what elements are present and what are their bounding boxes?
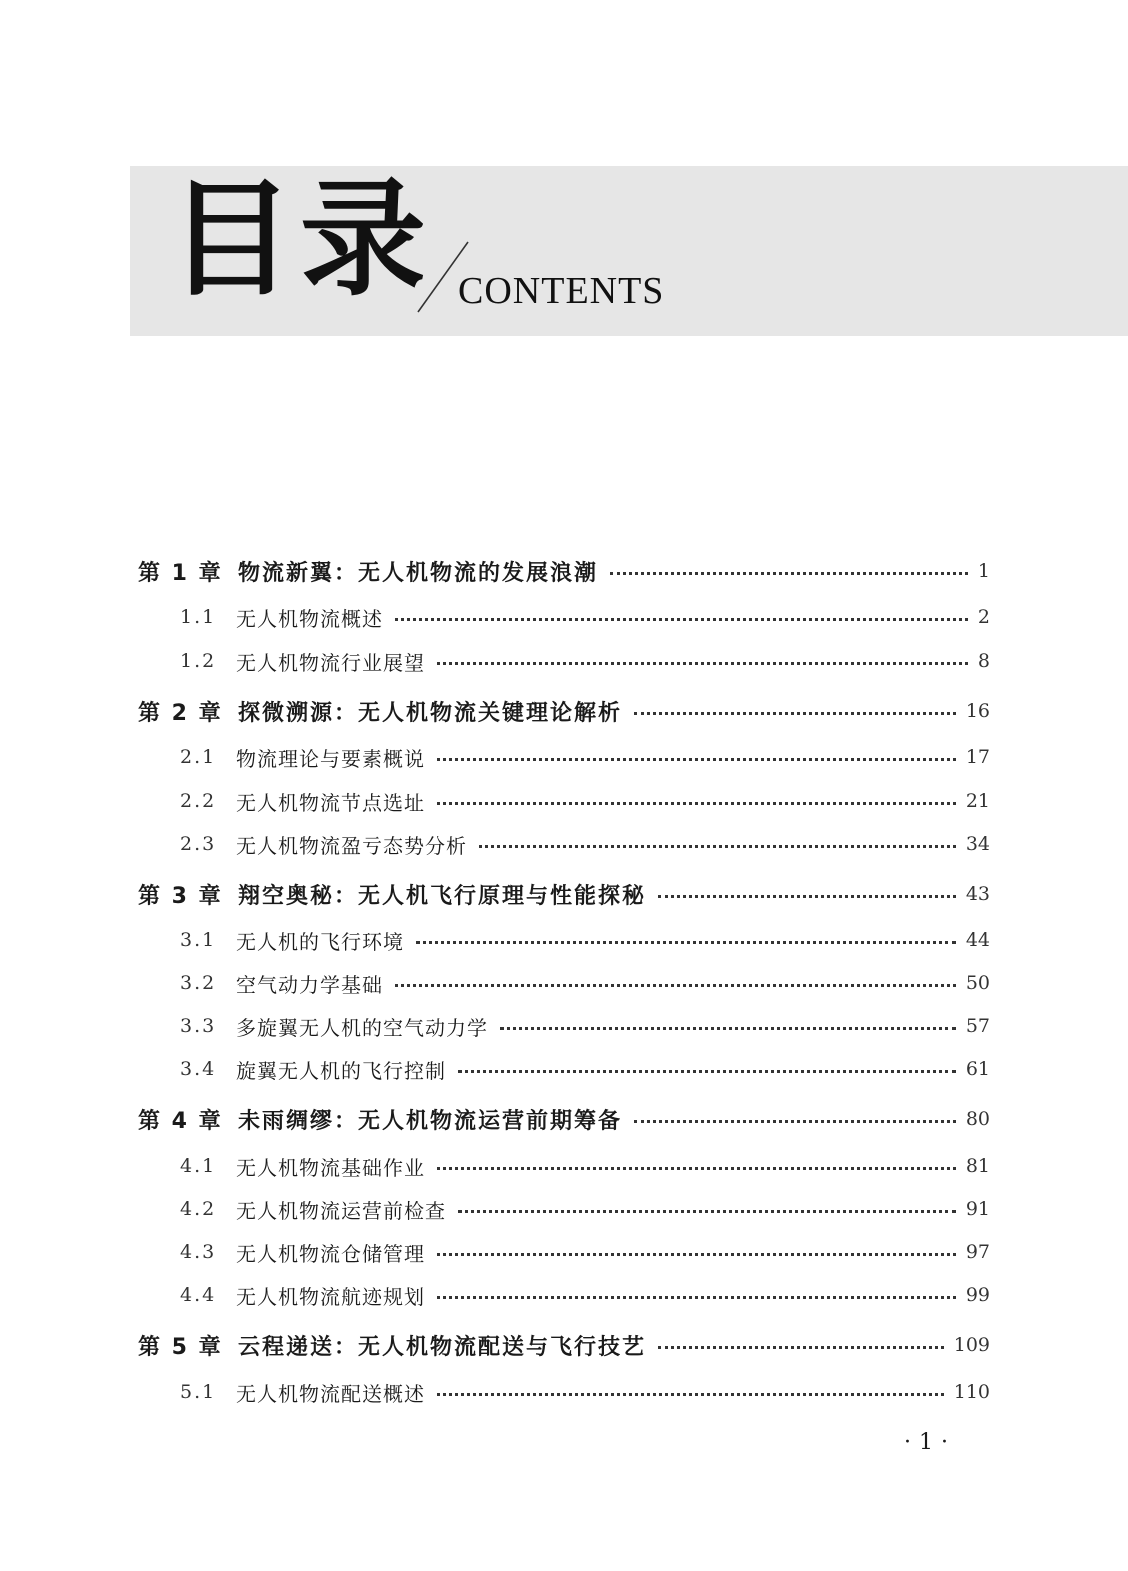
toc-entry-number: 4.1	[180, 1155, 217, 1177]
toc-leader-dots	[437, 1167, 956, 1170]
toc-entry-title: 空气动力学基础	[236, 972, 383, 997]
toc-entry-title: 无人机物流节点选址	[236, 790, 425, 815]
toc-section-row[interactable]	[0, 744, 1128, 770]
toc-page-number: 21	[965, 790, 990, 812]
toc-entry-title: 云程递送：无人机物流配送与飞行技艺	[238, 1334, 647, 1360]
toc-entry-title: 无人机物流航迹规划	[236, 1284, 425, 1309]
toc-page-number: 110	[953, 1381, 990, 1403]
toc-entry-number: 1.1	[180, 606, 217, 628]
toc-entry-title: 多旋翼无人机的空气动力学	[236, 1015, 488, 1040]
toc-entry-number: 2.3	[180, 833, 217, 855]
toc-chapter-row[interactable]	[0, 1106, 1128, 1132]
toc-entry-number: 3.2	[180, 972, 217, 994]
toc-entry-number: 2.2	[180, 790, 217, 812]
toc-entry-title: 物流新翼：无人机物流的发展浪潮	[238, 560, 599, 586]
toc-page-number: 50	[965, 972, 990, 994]
toc-entry-number: 4.3	[180, 1241, 217, 1263]
toc-section-row[interactable]	[0, 648, 1128, 674]
toc-page-number: 91	[965, 1198, 990, 1220]
toc-leader-dots	[416, 941, 956, 944]
toc-page-number: 109	[953, 1334, 990, 1356]
toc-section-row[interactable]	[0, 831, 1128, 857]
toc-page-number: 44	[965, 929, 990, 951]
toc-entry-number: 5.1	[180, 1381, 217, 1403]
toc-entry-title: 翔空奥秘：无人机飞行原理与性能探秘	[238, 883, 647, 909]
toc-entry-title: 无人机物流配送概述	[236, 1381, 425, 1406]
toc-leader-dots	[437, 802, 956, 805]
toc-leader-dots	[458, 1070, 956, 1073]
toc-entry-title: 未雨绸缪：无人机物流运营前期筹备	[238, 1108, 623, 1134]
toc-section-row[interactable]	[0, 1153, 1128, 1179]
toc-chapter-row[interactable]	[0, 881, 1128, 907]
toc-entry-title: 无人机物流行业展望	[236, 650, 425, 675]
toc-entry-number: 3.3	[180, 1015, 217, 1037]
toc-entry-number: 第 5 章	[138, 1334, 223, 1360]
toc-section-row[interactable]	[0, 927, 1128, 953]
toc-entry-number: 4.2	[180, 1198, 217, 1220]
toc-section-row[interactable]	[0, 1282, 1128, 1308]
toc-page-number: 99	[965, 1284, 990, 1306]
toc-entry-number: 1.2	[180, 650, 217, 672]
toc-entry-number: 3.1	[180, 929, 217, 951]
toc-entry-number: 3.4	[180, 1058, 217, 1080]
page-subtitle: CONTENTS	[458, 270, 665, 312]
toc-page-number: 61	[965, 1058, 990, 1080]
toc-page-number: 1	[977, 560, 990, 582]
toc-page-number: 8	[977, 650, 990, 672]
toc-page-number: 80	[965, 1108, 990, 1130]
toc-page-number: 2	[977, 606, 990, 628]
toc-section-row[interactable]	[0, 970, 1128, 996]
page-title: 目录	[168, 165, 432, 313]
page-number: ·1·	[904, 1430, 956, 1455]
toc-entry-title: 无人机物流运营前检查	[236, 1198, 446, 1223]
toc-section-row[interactable]	[0, 604, 1128, 630]
toc-entry-number: 2.1	[180, 746, 217, 768]
toc-entry-number: 第 4 章	[138, 1108, 223, 1134]
toc-entry-number: 第 3 章	[138, 883, 223, 909]
toc-leader-dots	[437, 1296, 956, 1299]
toc-leader-dots	[437, 1393, 944, 1396]
toc-section-row[interactable]	[0, 1239, 1128, 1265]
toc-leader-dots	[658, 895, 956, 898]
toc-leader-dots	[458, 1210, 956, 1213]
toc-entry-title: 无人机物流仓储管理	[236, 1241, 425, 1266]
toc-leader-dots	[500, 1027, 956, 1030]
toc-entry-title: 无人机物流盈亏态势分析	[236, 833, 467, 858]
toc-entry-title: 无人机物流基础作业	[236, 1155, 425, 1180]
toc-leader-dots	[634, 1120, 956, 1123]
toc-leader-dots	[479, 845, 956, 848]
toc-entry-number: 4.4	[180, 1284, 217, 1306]
toc-leader-dots	[634, 712, 956, 715]
toc-chapter-row[interactable]	[0, 1332, 1128, 1358]
toc-section-row[interactable]	[0, 1196, 1128, 1222]
toc-page-number: 43	[965, 883, 990, 905]
toc-page-number: 97	[965, 1241, 990, 1263]
toc-leader-dots	[437, 662, 968, 665]
toc-chapter-row[interactable]	[0, 698, 1128, 724]
toc-section-row[interactable]	[0, 788, 1128, 814]
toc-leader-dots	[658, 1346, 944, 1349]
toc-page-number: 57	[965, 1015, 990, 1037]
toc-section-row[interactable]	[0, 1013, 1128, 1039]
toc-section-row[interactable]	[0, 1056, 1128, 1082]
toc-leader-dots	[395, 618, 968, 621]
toc-section-row[interactable]	[0, 1379, 1128, 1405]
toc-entry-title: 旋翼无人机的飞行控制	[236, 1058, 446, 1083]
toc-leader-dots	[610, 572, 968, 575]
toc-entry-number: 第 1 章	[138, 560, 223, 586]
toc-entry-title: 探微溯源：无人机物流关键理论解析	[238, 700, 623, 726]
toc-page-number: 34	[965, 833, 990, 855]
toc-leader-dots	[437, 1253, 956, 1256]
toc-leader-dots	[437, 758, 956, 761]
toc-chapter-row[interactable]	[0, 558, 1128, 584]
toc-page-number: 17	[965, 746, 990, 768]
toc-entry-title: 无人机的飞行环境	[236, 929, 404, 954]
toc-entry-number: 第 2 章	[138, 700, 223, 726]
toc-entry-title: 物流理论与要素概说	[236, 746, 425, 771]
toc-page-number: 16	[965, 700, 990, 722]
toc-leader-dots	[395, 984, 956, 987]
toc-entry-title: 无人机物流概述	[236, 606, 383, 631]
toc-page-number: 81	[965, 1155, 990, 1177]
